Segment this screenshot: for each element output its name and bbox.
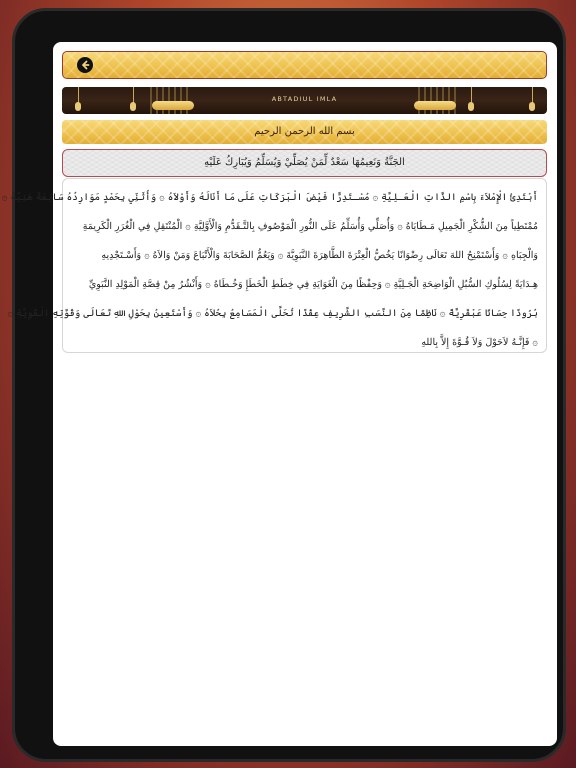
basmala-bar: بسم الله الرحمن الرحيم	[62, 120, 547, 144]
text-line: أَبْتَدِئُ الْإِمْلاَءَ بِاسْمِ الذَّاتِ الْعَـلِيَّةِ ۞ مُسْـتَدِرًّا فَيْضَ الْبَرَكَاتِ عَلَى مَا أَنَالَهُ وَأَوْلاَهُ ۞ وَأُثَنِّي بِحَمْدٍ مَوَارِدُهُ سَائِغَةٌ هَنِيَّةٌ ۞	[1, 192, 538, 203]
verse-title-bar: الجَنَّةُ وَنَعِيمُهَا سَعْدٌ لِّمَنْ يُصَلِّيْ وَيُسَلِّمُ وَيُبَارِكُ عَلَيْهِ	[62, 149, 547, 177]
text-line: وَالْجِبَاهِ ۞ وَأَسْتَمْنِحُ اللهَ تَعَالَى رِضْوَانًا يَخُصُّ الْعِتْرَةَ الطَّاهِرَةَ النَّبَوِيَّةَ ۞ وَيَعُمُّ الصَّحَابَةَ وَالْأَتْبَاعَ وَمَنْ وَالاَهُ ۞ وَأَسْـتَجْدِيهِ	[101, 250, 538, 261]
banner-title: ABTADIUL IMLA	[271, 95, 338, 103]
text-line: مُمْتَطِياً مِنَ الشُّكْرِ الْجَمِيلِ مَـطَايَاهُ ۞ وَأُصَلِّي وَأُسَلِّمُ عَلَى النُّورِ الْمَوْصُوفِ بِالتَّـقَدُّمِ وَالْأَوَّلِيَّةِ ۞ الْمُنْتَقِلِ فِي الْغُرَرِ الْكَرِيمَةِ	[82, 221, 538, 232]
text-panel	[1, 178, 547, 353]
text-line: هِـدَايَةً لِسُلُوكِ السُّبُلِ الْوَاضِحَةِ الْجَـلِيَّةِ ۞ وَحِفْظًا مِنَ الْغَوَايَةِ فِي خِطَطِ الْخَطَإِ وَخُـطَاهُ ۞ وَأَنْشُرُ مِنْ قِصَّةِ الْمَوْلِدِ النَّبَوِيِّ	[88, 279, 538, 290]
top-bar	[62, 51, 547, 79]
text-line: بُرُودًا حِسَانًا عَبْقَرِيَّةً ۞ نَاظِمًا مِنَ النَّسَبِ الشَّرِيفِ عِقْدًا تُحَلَّى الْمَسَامِعُ بِحُلاَهُ ۞ وَأَسْتَعِينُ بِحَوْلِ اللهِ تَعَالَى وَقُوَّتِهِ الْقَوِيَّةِ ۞	[7, 308, 538, 319]
back-arrow-icon[interactable]	[77, 57, 93, 73]
header-banner	[62, 87, 547, 114]
tablet-frame	[1, 8, 566, 762]
app-screen	[1, 42, 557, 746]
text-line: ۞ فَإِنَّـهُ لاَحَوْلَ وَلاَ قُـوَّةَ إِلاَّ بِاللهِ	[421, 337, 538, 348]
